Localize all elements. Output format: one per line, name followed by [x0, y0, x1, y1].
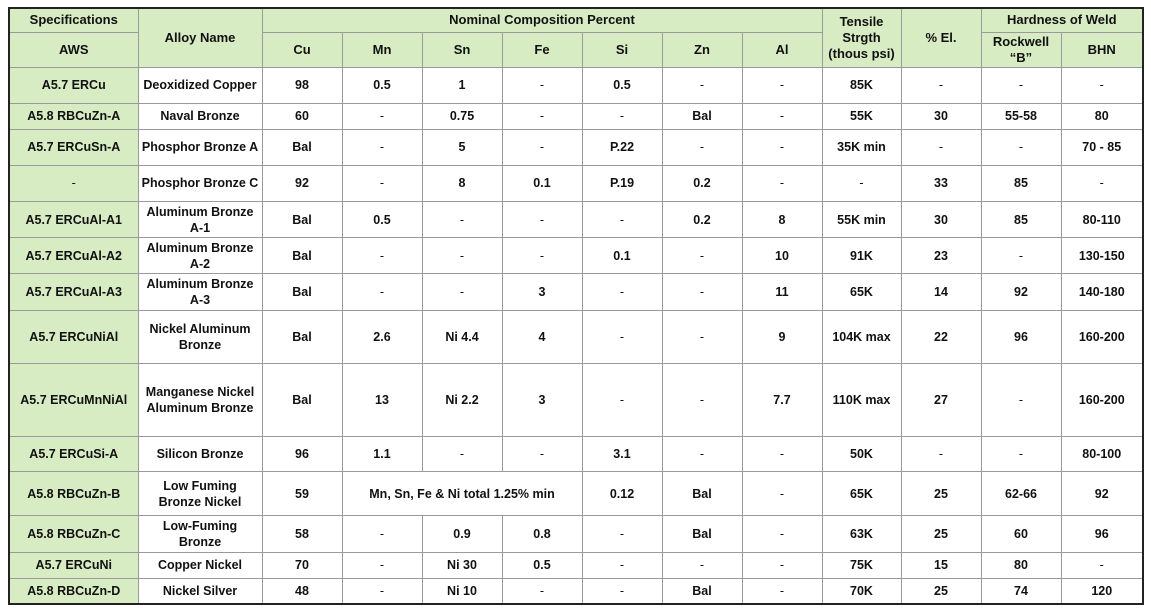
zn-cell: -	[662, 436, 742, 471]
si-cell: -	[582, 364, 662, 436]
cu-cell: Bal	[262, 238, 342, 274]
al-cell: 8	[742, 201, 822, 237]
rockwell-cell: 60	[981, 516, 1061, 552]
zn-cell: -	[662, 67, 742, 103]
sn-cell: Ni 4.4	[422, 310, 502, 364]
bhn-cell: 92	[1061, 471, 1143, 515]
fe-cell: 0.1	[502, 165, 582, 201]
zn-cell: -	[662, 238, 742, 274]
elongation-cell: 15	[901, 552, 981, 578]
aws-header: AWS	[9, 32, 138, 67]
zn-cell: 0.2	[662, 201, 742, 237]
sn-cell: Ni 30	[422, 552, 502, 578]
sn-cell: 1	[422, 67, 502, 103]
tensile-cell: 65K	[822, 274, 901, 310]
elongation-cell: 25	[901, 516, 981, 552]
rockwell-cell: 80	[981, 552, 1061, 578]
cu-cell: 98	[262, 67, 342, 103]
alloy-name-cell: Aluminum Bronze A-1	[138, 201, 262, 237]
al-cell: -	[742, 471, 822, 515]
bhn-cell: 80-100	[1061, 436, 1143, 471]
al-cell: -	[742, 436, 822, 471]
tensile-cell: 85K	[822, 67, 901, 103]
table-row	[9, 436, 1143, 471]
sn-header: Sn	[422, 32, 502, 67]
bhn-cell: -	[1061, 67, 1143, 103]
sn-cell: -	[422, 238, 502, 274]
al-cell: -	[742, 165, 822, 201]
zn-cell: -	[662, 274, 742, 310]
bhn-cell: -	[1061, 165, 1143, 201]
tensile-cell: 35K min	[822, 129, 901, 165]
aws-spec-cell: A5.8 RBCuZn-B	[9, 471, 138, 515]
tensile-cell: 70K	[822, 578, 901, 604]
rockwell-cell: 74	[981, 578, 1061, 604]
aws-spec-cell: A5.7 ERCuNiAl	[9, 310, 138, 364]
si-cell: P.19	[582, 165, 662, 201]
fe-cell: 3	[502, 274, 582, 310]
rockwell-cell: 96	[981, 310, 1061, 364]
alloy-name-header: Alloy Name	[138, 8, 262, 67]
zn-cell: Bal	[662, 578, 742, 604]
si-cell: 0.12	[582, 471, 662, 515]
aws-spec-cell: A5.7 ERCuAl-A1	[9, 201, 138, 237]
al-cell: -	[742, 103, 822, 129]
rockwell-cell: 92	[981, 274, 1061, 310]
aws-spec-cell: A5.7 ERCuSn-A	[9, 129, 138, 165]
rockwell-cell: 85	[981, 165, 1061, 201]
fe-cell: 4	[502, 310, 582, 364]
sn-cell: -	[422, 436, 502, 471]
al-cell: -	[742, 129, 822, 165]
si-cell: 0.5	[582, 67, 662, 103]
fe-cell: 3	[502, 364, 582, 436]
cu-cell: Bal	[262, 364, 342, 436]
fe-cell: -	[502, 436, 582, 471]
tensile-cell: 55K	[822, 103, 901, 129]
sn-cell: 0.9	[422, 516, 502, 552]
mn-cell: 2.6	[342, 310, 422, 364]
table-row	[9, 471, 1143, 515]
mn-cell: -	[342, 552, 422, 578]
tensile-cell: 63K	[822, 516, 901, 552]
sn-cell: Ni 2.2	[422, 364, 502, 436]
mn-cell: -	[342, 274, 422, 310]
mn-cell: -	[342, 103, 422, 129]
sn-cell: 0.75	[422, 103, 502, 129]
fe-cell: -	[502, 103, 582, 129]
tensile-cell: 55K min	[822, 201, 901, 237]
zn-cell: -	[662, 364, 742, 436]
sn-cell: Ni 10	[422, 578, 502, 604]
rockwell-cell: 62-66	[981, 471, 1061, 515]
sn-cell: -	[422, 201, 502, 237]
composition-note-cell: Mn, Sn, Fe & Ni total 1.25% min	[342, 471, 582, 515]
si-cell: -	[582, 274, 662, 310]
mn-cell: 13	[342, 364, 422, 436]
al-cell: 11	[742, 274, 822, 310]
rockwell-cell: -	[981, 67, 1061, 103]
fe-cell: -	[502, 201, 582, 237]
si-cell: 3.1	[582, 436, 662, 471]
al-cell: 9	[742, 310, 822, 364]
rockwell-cell: -	[981, 238, 1061, 274]
bhn-cell: 120	[1061, 578, 1143, 604]
table-row	[9, 165, 1143, 201]
tensile-cell: -	[822, 165, 901, 201]
tensile-cell: 104K max	[822, 310, 901, 364]
sn-cell: -	[422, 274, 502, 310]
si-cell: 0.1	[582, 238, 662, 274]
table-row	[9, 516, 1143, 552]
al-header: Al	[742, 32, 822, 67]
si-header: Si	[582, 32, 662, 67]
table-row	[9, 552, 1143, 578]
alloy-name-cell: Aluminum Bronze A-2	[138, 238, 262, 274]
alloy-name-cell: Nickel Silver	[138, 578, 262, 604]
alloy-name-cell: Copper Nickel	[138, 552, 262, 578]
table-row	[9, 238, 1143, 274]
fe-cell: -	[502, 67, 582, 103]
bhn-cell: 96	[1061, 516, 1143, 552]
alloy-name-cell: Silicon Bronze	[138, 436, 262, 471]
cu-cell: 48	[262, 578, 342, 604]
rockwell-cell: -	[981, 129, 1061, 165]
si-cell: P.22	[582, 129, 662, 165]
fe-cell: 0.8	[502, 516, 582, 552]
zn-cell: Bal	[662, 471, 742, 515]
nominal-composition-header: Nominal Composition Percent	[262, 8, 822, 32]
si-cell: -	[582, 103, 662, 129]
al-cell: 7.7	[742, 364, 822, 436]
al-cell: -	[742, 516, 822, 552]
table-row	[9, 103, 1143, 129]
table-row	[9, 310, 1143, 364]
elongation-cell: -	[901, 436, 981, 471]
zn-cell: -	[662, 310, 742, 364]
tensile-cell: 50K	[822, 436, 901, 471]
aws-spec-cell: A5.7 ERCuSi-A	[9, 436, 138, 471]
elongation-header: % El.	[901, 8, 981, 67]
bhn-cell: 80-110	[1061, 201, 1143, 237]
sn-cell: 5	[422, 129, 502, 165]
fe-cell: 0.5	[502, 552, 582, 578]
al-cell: 10	[742, 238, 822, 274]
aws-spec-cell: A5.8 RBCuZn-C	[9, 516, 138, 552]
tensile-cell: 91K	[822, 238, 901, 274]
alloy-name-cell: Phosphor Bronze A	[138, 129, 262, 165]
alloy-name-cell: Naval Bronze	[138, 103, 262, 129]
zn-cell: Bal	[662, 103, 742, 129]
rockwell-header: Rockwell “B”	[981, 32, 1061, 67]
rockwell-cell: -	[981, 436, 1061, 471]
cu-cell: 58	[262, 516, 342, 552]
table-row	[9, 129, 1143, 165]
cu-cell: 60	[262, 103, 342, 129]
aws-spec-cell: A5.7 ERCuAl-A3	[9, 274, 138, 310]
table-row	[9, 201, 1143, 237]
cu-cell: Bal	[262, 129, 342, 165]
tensile-cell: 75K	[822, 552, 901, 578]
mn-cell: -	[342, 165, 422, 201]
elongation-cell: 27	[901, 364, 981, 436]
alloy-name-cell: Low-Fuming Bronze	[138, 516, 262, 552]
mn-cell: 0.5	[342, 67, 422, 103]
alloy-name-cell: Phosphor Bronze C	[138, 165, 262, 201]
tensile-cell: 110K max	[822, 364, 901, 436]
mn-cell: 1.1	[342, 436, 422, 471]
zn-cell: -	[662, 552, 742, 578]
mn-header: Mn	[342, 32, 422, 67]
si-cell: -	[582, 578, 662, 604]
table-header	[9, 8, 1143, 67]
table-row	[9, 274, 1143, 310]
bhn-cell: -	[1061, 552, 1143, 578]
bhn-cell: 160-200	[1061, 310, 1143, 364]
aws-spec-cell: A5.7 ERCu	[9, 67, 138, 103]
mn-cell: -	[342, 516, 422, 552]
tensile-header: Tensile Strgth (thous psi)	[822, 8, 901, 67]
zn-header: Zn	[662, 32, 742, 67]
fe-cell: -	[502, 129, 582, 165]
bhn-cell: 160-200	[1061, 364, 1143, 436]
alloy-name-cell: Deoxidized Copper	[138, 67, 262, 103]
aws-spec-cell: A5.7 ERCuNi	[9, 552, 138, 578]
mn-cell: -	[342, 238, 422, 274]
bhn-cell: 130-150	[1061, 238, 1143, 274]
aws-spec-cell: A5.7 ERCuMnNiAl	[9, 364, 138, 436]
elongation-cell: 25	[901, 471, 981, 515]
cu-cell: 92	[262, 165, 342, 201]
cu-cell: Bal	[262, 310, 342, 364]
elongation-cell: 33	[901, 165, 981, 201]
al-cell: -	[742, 552, 822, 578]
cu-header: Cu	[262, 32, 342, 67]
tensile-cell: 65K	[822, 471, 901, 515]
elongation-cell: -	[901, 129, 981, 165]
rockwell-cell: -	[981, 364, 1061, 436]
aws-spec-cell: -	[9, 165, 138, 201]
zn-cell: 0.2	[662, 165, 742, 201]
cu-cell: Bal	[262, 201, 342, 237]
bhn-cell: 80	[1061, 103, 1143, 129]
elongation-cell: 14	[901, 274, 981, 310]
cu-cell: 70	[262, 552, 342, 578]
cu-cell: 59	[262, 471, 342, 515]
elongation-cell: 30	[901, 201, 981, 237]
specifications-header: Specifications	[9, 8, 138, 32]
zn-cell: Bal	[662, 516, 742, 552]
al-cell: -	[742, 67, 822, 103]
elongation-cell: 30	[901, 103, 981, 129]
filler-metal-table	[8, 7, 1144, 605]
al-cell: -	[742, 578, 822, 604]
aws-spec-cell: A5.7 ERCuAl-A2	[9, 238, 138, 274]
rockwell-cell: 55-58	[981, 103, 1061, 129]
elongation-cell: -	[901, 67, 981, 103]
mn-cell: -	[342, 129, 422, 165]
elongation-cell: 22	[901, 310, 981, 364]
fe-cell: -	[502, 238, 582, 274]
rockwell-cell: 85	[981, 201, 1061, 237]
elongation-cell: 23	[901, 238, 981, 274]
bhn-cell: 70 - 85	[1061, 129, 1143, 165]
si-cell: -	[582, 310, 662, 364]
sn-cell: 8	[422, 165, 502, 201]
aws-spec-cell: A5.8 RBCuZn-A	[9, 103, 138, 129]
bhn-cell: 140-180	[1061, 274, 1143, 310]
table-row	[9, 67, 1143, 103]
alloy-name-cell: Nickel Aluminum Bronze	[138, 310, 262, 364]
fe-cell: -	[502, 578, 582, 604]
zn-cell: -	[662, 129, 742, 165]
cu-cell: Bal	[262, 274, 342, 310]
cu-cell: 96	[262, 436, 342, 471]
si-cell: -	[582, 516, 662, 552]
aws-spec-cell: A5.8 RBCuZn-D	[9, 578, 138, 604]
fe-header: Fe	[502, 32, 582, 67]
alloy-name-cell: Manganese Nickel Aluminum Bronze	[138, 364, 262, 436]
table-body	[9, 67, 1143, 604]
table-row	[9, 364, 1143, 436]
elongation-cell: 25	[901, 578, 981, 604]
table-row	[9, 578, 1143, 604]
si-cell: -	[582, 201, 662, 237]
si-cell: -	[582, 552, 662, 578]
bhn-header: BHN	[1061, 32, 1143, 67]
alloy-name-cell: Aluminum Bronze A-3	[138, 274, 262, 310]
alloy-name-cell: Low Fuming Bronze Nickel	[138, 471, 262, 515]
mn-cell: -	[342, 578, 422, 604]
hardness-header: Hardness of Weld	[981, 8, 1143, 32]
mn-cell: 0.5	[342, 201, 422, 237]
